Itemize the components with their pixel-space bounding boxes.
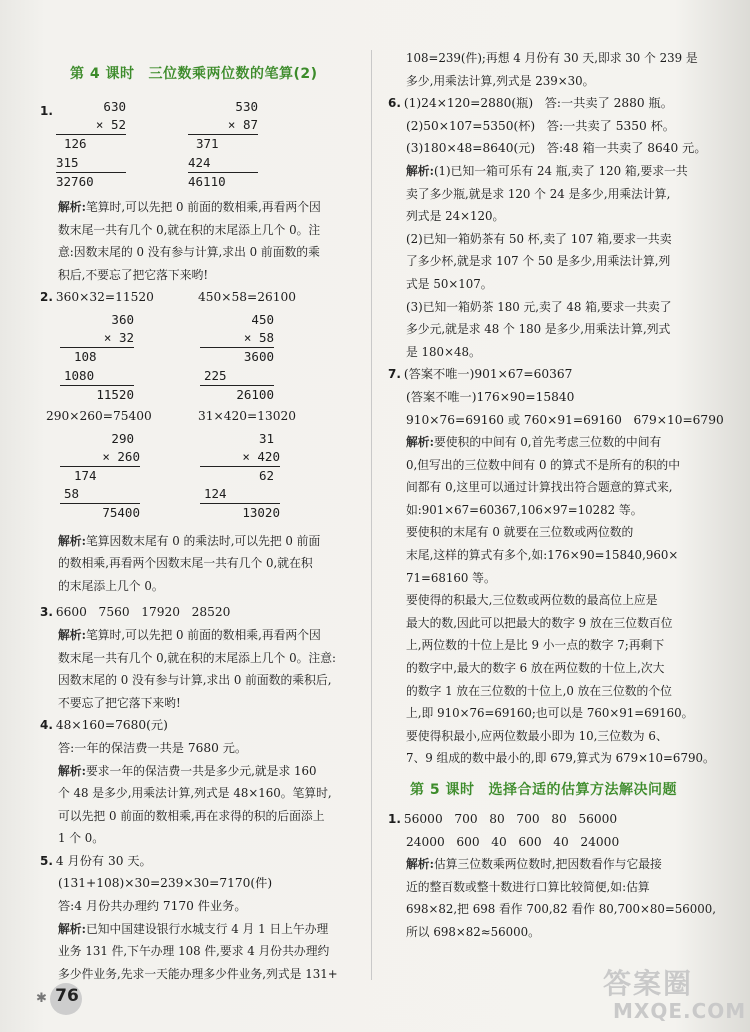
note-line: 数末尾一共有几个 0,就在积的末尾添上几个 0。注 <box>58 222 321 237</box>
q2-analysis <box>40 530 362 598</box>
answer: 答:一年的保洁费一共是 7680 元。 <box>58 740 248 755</box>
q2-calcs-cd <box>40 428 362 524</box>
calc-row: 126 <box>64 136 87 152</box>
calc-row: 424 <box>188 154 258 173</box>
note-line: 所以 698×82≈56000。 <box>406 924 540 939</box>
calc-row: × 87 <box>188 116 258 135</box>
q7-analysis <box>388 431 715 770</box>
q2-calcs-ab <box>40 309 362 405</box>
watermark-line2: MXQE.COM <box>613 999 747 1023</box>
analysis-label: 解析: <box>58 627 86 642</box>
equation: 31×420=13020 <box>198 408 296 423</box>
calc-row: 225 <box>200 367 274 386</box>
note-line: 因数末尾的 0 没有参与计算,求出 0 前面数的乘积后, <box>58 673 332 688</box>
column-calc-c <box>60 430 140 523</box>
note-line: 要求一年的保洁费一共是多少元,就是求 160 <box>85 763 317 778</box>
note-line: 如:901×67=60367,106×97=10282 等。 <box>406 502 643 517</box>
column-calc-b <box>200 311 274 404</box>
note-line: 个 48 是多少,用乘法计算,列式是 48×160。笔算时, <box>58 786 332 801</box>
analysis-label: 解析: <box>406 857 434 872</box>
note-line: 积后,不要忘了把它落下来哟! <box>58 267 209 282</box>
star-icon: ✱ <box>36 991 47 1006</box>
calc-row: 3600 <box>243 349 274 365</box>
lesson-title-text: 三位数乘两位数的笔算(2) <box>148 66 318 82</box>
note-line: (3)已知一箱奶茶 180 元,卖了 48 箱,要求一共卖了 <box>406 299 672 314</box>
answer-line: (答案不唯一)176×90=15840 <box>406 389 575 404</box>
note-line: 了多少杯,就是求 107 个 50 是多少,用乘法计算,列 <box>406 254 671 269</box>
question-number: 1. <box>388 812 401 826</box>
question-number: 2. <box>40 290 53 305</box>
answer-line: (3)180×48=8640(元) 答:48 箱一共卖了 8640 元。 <box>406 141 707 156</box>
question-3 <box>40 601 362 624</box>
note-line: 已知中国建设银行水城支行 4 月 1 日上午办理 <box>85 921 329 936</box>
q6-analysis <box>388 160 710 363</box>
r1-analysis <box>388 853 717 943</box>
question-1 <box>40 98 362 194</box>
watermark-line1: 答案圈 <box>603 967 694 1000</box>
q5-analysis <box>40 918 362 986</box>
note-line: 的数相乘,再看两个因数末尾一共有几个 0,就在积 <box>58 556 313 571</box>
calc-row: 174 <box>74 467 97 483</box>
note-line: 0,但写出的三位数中间有 0 的算式不是所有的积的中 <box>406 457 680 472</box>
calc-row: 62 <box>258 467 274 483</box>
note-line: 是 180×48。 <box>406 344 481 359</box>
calc-row: 26100 <box>236 386 274 402</box>
answer-line: (1)24×120=2880(瓶) 答:一共卖了 2880 瓶。 <box>403 96 673 111</box>
question-number: 4. <box>40 718 53 733</box>
lesson-title-4 <box>40 60 362 88</box>
note-line: 式是 50×107。 <box>406 276 493 291</box>
calc-row: 32760 <box>56 173 94 189</box>
answer-line: (答案不唯一)901×67=60367 <box>403 367 573 382</box>
question-number: 5. <box>40 853 53 868</box>
page-number: 76 <box>55 986 79 1006</box>
column-calc-a <box>56 98 126 191</box>
note-line: 要使积的中间有 0,首先考虑三位数的中间有 <box>433 435 662 450</box>
note-line: 估算三位数乘两位数时,把因数看作与它最接 <box>433 857 662 872</box>
calc-row: × 32 <box>60 329 134 348</box>
note-line: 笔算时,可以先把 0 前面的数相乘,再看两个因 <box>85 627 321 642</box>
question-number: 6. <box>388 96 401 111</box>
calc-row: 315 <box>56 154 126 173</box>
note-line: 上,即 910×76=69160;也可以是 760×91=69160。 <box>406 706 694 721</box>
note-line: 的数字 1 放在三位数的十位上,0 放在三位数的个位 <box>406 683 672 698</box>
note-line: 多少元,就是求 48 个 180 是多少,用乘法计算,列式 <box>406 322 671 337</box>
question-4 <box>40 714 362 737</box>
left-column <box>40 60 362 985</box>
question-number: 1. <box>40 104 53 118</box>
q4-analysis <box>40 760 362 850</box>
lesson-title-5 <box>388 776 710 804</box>
calc-row: 630 <box>103 99 126 114</box>
r-question-1 <box>388 808 710 831</box>
lesson-title-num: 第 5 课时 <box>410 782 475 798</box>
watermark <box>603 967 747 1028</box>
note-line: 7、9 组成的数中最小的,即 679,算式为 679×10=6790。 <box>406 751 715 766</box>
answer-line: 910×76=69160 或 760×91=69160 679×10=6790 <box>406 412 724 427</box>
calc-row: 124 <box>200 485 280 504</box>
answer: 6600 7560 17920 28520 <box>55 605 231 620</box>
q2-equations-cd <box>40 405 362 428</box>
note-line: 业务 131 件,下午办理 108 件,要求 4 月份共办理约 <box>58 944 330 959</box>
note-line: 要使得积最小,应两位数最小即为 10,三位数为 6、 <box>406 728 668 743</box>
note-line: 的末尾添上几个 0。 <box>58 578 164 593</box>
calc-row: 371 <box>196 136 219 152</box>
calc-row: 290 <box>111 430 134 446</box>
text-line: 4 月份有 30 天。 <box>55 853 152 868</box>
calc-row: 11520 <box>96 386 134 402</box>
q5-analysis-continued <box>388 47 710 92</box>
equation: 48×160=7680(元) <box>55 718 168 733</box>
calc-row: 1080 <box>60 367 134 386</box>
column-calc-a <box>60 311 134 404</box>
calc-row: × 420 <box>200 448 280 467</box>
page-number-badge <box>36 983 82 1017</box>
lesson-title-text: 选择合适的估算方法解决问题 <box>488 782 677 798</box>
calc-row: 58 <box>60 485 140 504</box>
note-line: (2)已知一箱奶茶有 50 杯,卖了 107 箱,要求一共卖 <box>406 231 672 246</box>
analysis-label: 解析: <box>58 763 86 778</box>
q1-analysis <box>40 196 362 286</box>
calc-row: 360 <box>111 311 134 327</box>
calc-row: 108 <box>74 349 97 365</box>
note-line: 间都有 0,这里可以通过计算找出符合题意的算式来, <box>406 480 673 495</box>
equation: 290×260=75400 <box>46 408 152 423</box>
analysis-label: 解析: <box>58 921 86 936</box>
calc-row: 31 <box>258 430 274 446</box>
calc-row: × 58 <box>200 329 274 348</box>
column-divider <box>371 50 372 980</box>
equation: 450×58=26100 <box>198 290 296 305</box>
note-line: 卖了多少瓶,就是求 120 个 24 是多少,用乘法计算, <box>406 186 671 201</box>
note-line: 笔算因数末尾有 0 的乘法时,可以先把 0 前面 <box>85 533 321 548</box>
note-line: 多少,用乘法计算,列式是 239×30。 <box>406 73 595 88</box>
calc-row: 450 <box>251 311 274 327</box>
analysis-label: 解析: <box>58 200 86 214</box>
column-calc-b <box>188 98 258 191</box>
analysis-label: 解析: <box>406 163 434 178</box>
note-line: 要使得的积最大,三位数或两位数的最高位上应是 <box>406 593 658 608</box>
calc-row: × 260 <box>60 448 140 467</box>
answer-line: 24000 600 40 600 40 24000 <box>406 834 620 849</box>
note-line: 末尾,这样的算式有多个,如:176×90=15840,960× <box>406 548 679 563</box>
analysis-label: 解析: <box>406 435 434 450</box>
note-line: 698×82,把 698 看作 700,82 看作 80,700×80=56000, <box>406 902 717 917</box>
question-5 <box>40 850 362 873</box>
question-number: 3. <box>40 605 53 620</box>
question-6 <box>388 92 710 115</box>
note-line: 近的整百数或整十数进行口算比较简便,如:估算 <box>406 879 650 894</box>
column-calc-d <box>200 430 280 523</box>
question-7 <box>388 363 710 386</box>
note-line: (1)已知一箱可乐有 24 瓶,卖了 120 箱,要求一共 <box>433 163 688 178</box>
answer: 答:4 月份共办理约 7170 件业务。 <box>58 899 247 914</box>
note-line: 71=68160 等。 <box>406 570 496 585</box>
calc-row: 530 <box>235 99 258 114</box>
note-line: 数末尾一共有几个 0,就在积的末尾添上几个 0。注意: <box>58 650 336 665</box>
calc-row: × 52 <box>56 116 126 135</box>
analysis-label: 解析: <box>58 533 86 548</box>
question-2 <box>40 286 362 309</box>
lesson-title-num: 第 4 课时 <box>70 66 135 82</box>
note-line: 不要忘了把它落下来哟! <box>58 695 181 710</box>
note-line: 108=239(件);再想 4 月份有 30 天,即求 30 个 239 是 <box>406 51 698 65</box>
right-column <box>388 47 724 944</box>
note-line: 最大的数,因此可以把最大的数字 9 放在三位数百位 <box>406 615 673 630</box>
question-number: 7. <box>388 367 401 382</box>
note-line: 可以先把 0 前面的数相乘,再在求得的积的后面添上 <box>58 808 325 823</box>
note-line: 列式是 24×120。 <box>406 209 505 224</box>
equation: (131+108)×30=239×30=7170(件) <box>58 876 273 891</box>
equation: 360×32=11520 <box>55 290 154 305</box>
calc-row: 13020 <box>242 505 280 521</box>
answer-line: 56000 700 80 700 80 56000 <box>403 812 618 826</box>
note-line: 意:因数末尾的 0 没有参与计算,求出 0 前面数的乘 <box>58 245 320 260</box>
note-line: 的数字中,最大的数字 6 放在两位数的十位上,次大 <box>406 661 665 676</box>
calc-row: 46110 <box>188 173 226 189</box>
q3-analysis <box>40 624 362 714</box>
calc-row: 75400 <box>102 505 140 521</box>
note-line: 1 个 0。 <box>58 831 105 846</box>
note-line: 要使积的末尾有 0 就要在三位数或两位数的 <box>406 525 634 540</box>
note-line: 上,两位数的十位上是比 9 小一点的数字 7;再剩下 <box>406 638 665 653</box>
answer-line: (2)50×107=5350(杯) 答:一共卖了 5350 杯。 <box>406 118 675 133</box>
note-line: 多少件业务,先求一天能办理多少件业务,列式是 131+ <box>58 966 338 981</box>
note-line: 笔算时,可以先把 0 前面的数相乘,再看两个因 <box>85 200 321 214</box>
